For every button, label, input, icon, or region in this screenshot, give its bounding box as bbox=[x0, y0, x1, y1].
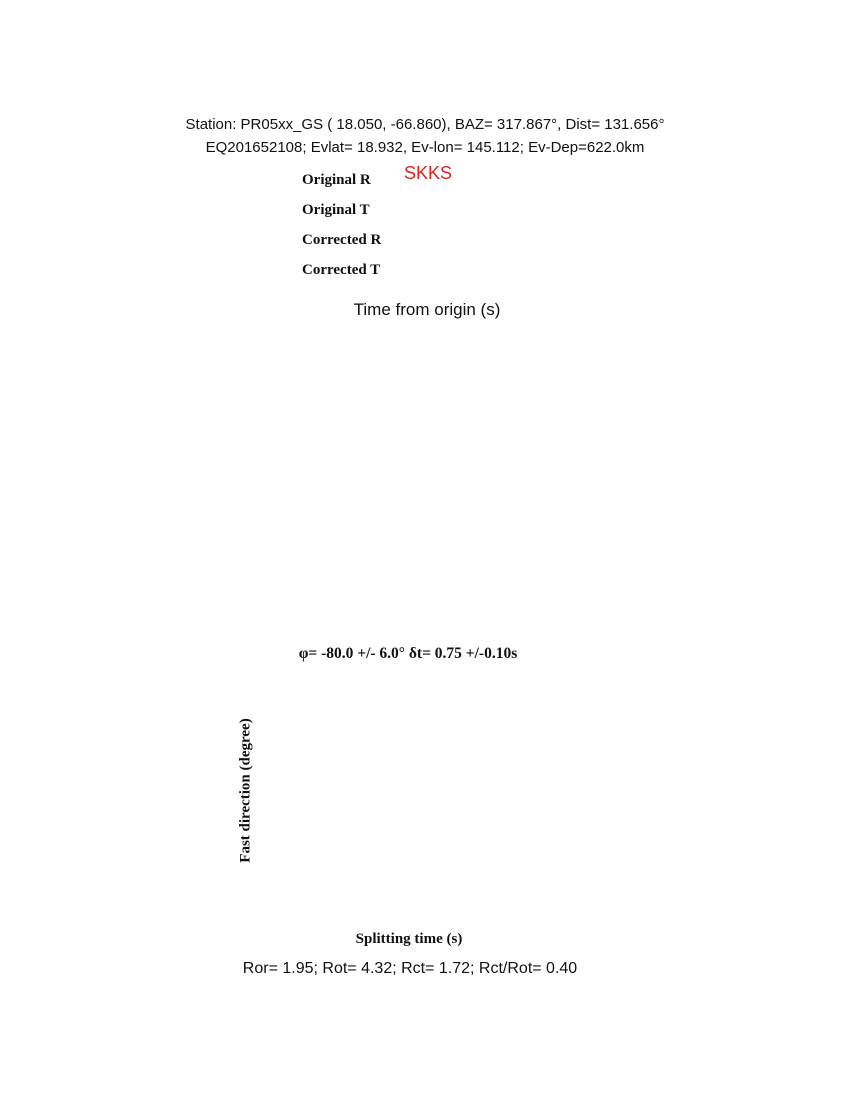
trace-label-corrected-r: Corrected R bbox=[302, 232, 382, 248]
quality-footer: Ror= 1.95; Rot= 4.32; Rct= 1.72; Rct/Rot= 0.40 bbox=[242, 960, 578, 977]
station-header-line1: Station: PR05xx_GS ( 18.050, -66.860), BAZ= 317.867°, Dist= 131.656° bbox=[185, 116, 665, 133]
trace-label-original-t: Original T bbox=[302, 202, 370, 218]
trace-label-original-r: Original R bbox=[302, 172, 371, 188]
time-axis-label: Time from origin (s) bbox=[353, 300, 501, 319]
event-header-line2: EQ201652108; Evlat= 18.932, Ev-lon= 145.112; Ev-Dep=622.0km bbox=[205, 139, 645, 156]
phase-label-skks: SKKS bbox=[404, 163, 453, 183]
contour-ylabel: Fast direction (degree) bbox=[237, 718, 254, 863]
trace-label-corrected-t: Corrected T bbox=[302, 262, 381, 278]
contour-xlabel: Splitting time (s) bbox=[355, 931, 463, 947]
contour-title: φ= -80.0 +/- 6.0° δt= 0.75 +/-0.10s bbox=[298, 645, 518, 662]
